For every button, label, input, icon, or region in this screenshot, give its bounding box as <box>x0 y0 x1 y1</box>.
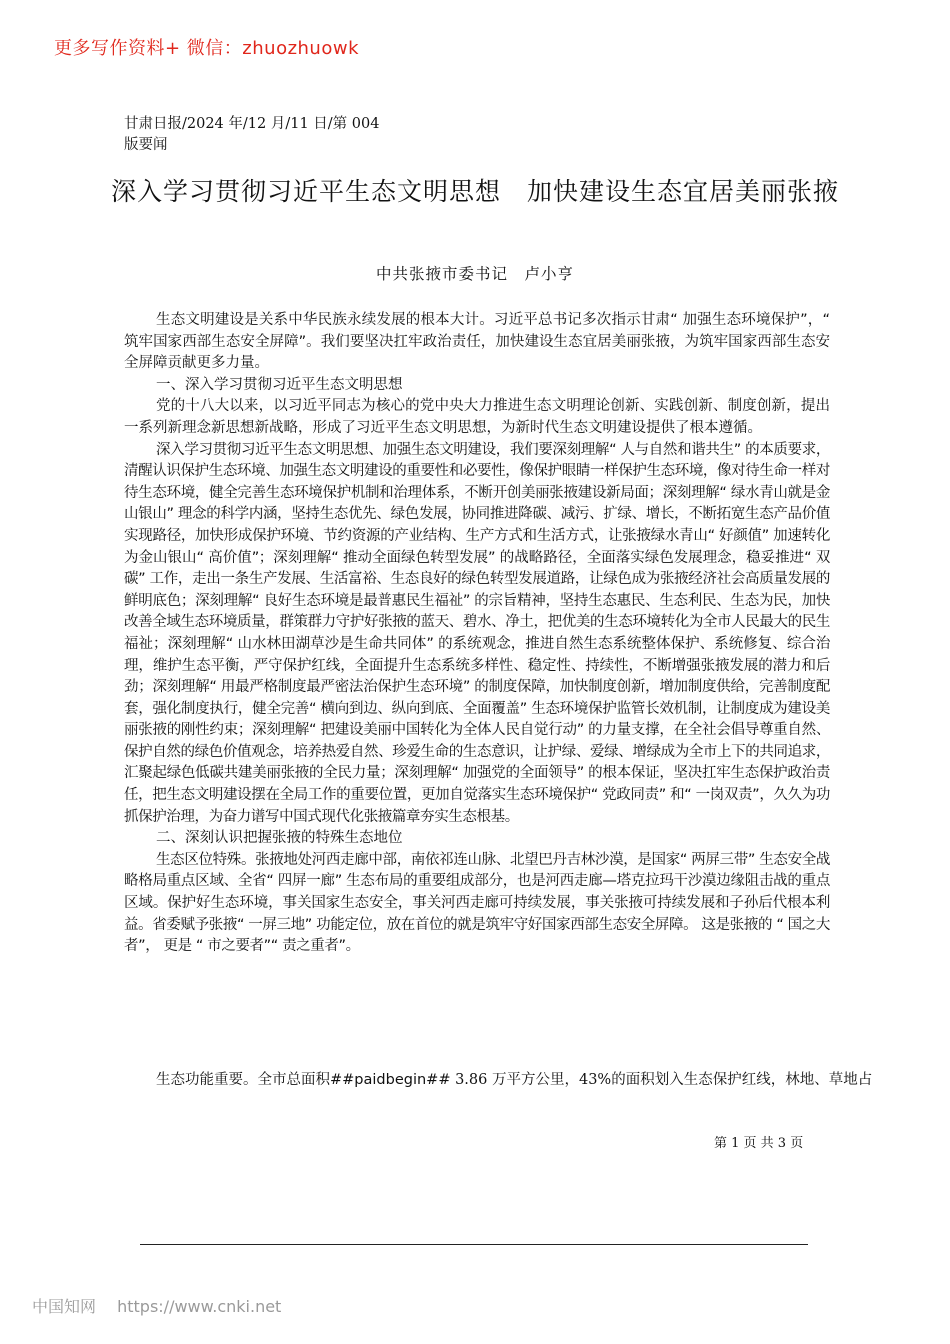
area-unit: 万平方公里， <box>491 1072 579 1088</box>
cnki-brand: 中国知网 <box>32 1297 97 1316</box>
article-meta <box>124 114 379 156</box>
promo-banner[interactable]: 更多写作资料+ 微信：zhuozhuowk <box>54 38 360 59</box>
line-start: 生态功能重要。全市总面积##paidbegin## <box>156 1072 451 1088</box>
article-body <box>124 310 830 958</box>
paragraph: 党的十八大以来，以习近平同志为核心的党中央大力推进生态文明理论创新、实践创新、制度创新，提出一系列新理念新思想新战略，形成了习近平生态文明思想，为新时代生态文明建设提供了根本遵循。 <box>124 398 830 436</box>
article-author: 中共张掖市委书记 卢小亨 <box>375 265 574 283</box>
truncated-paragraph <box>124 1070 872 1092</box>
paragraph: 生态文明建设是关系中华民族永续发展的根本大计。习近平总书记多次指示甘肃“ 加强生态环境保护”，“ 筑牢国家西部生态安全屏障”。我们要坚决扛牢政治责任，加快建设生态宜居美丽张掖，为筑牢国家西部生态安全屏障贡献更多力量。 <box>124 312 830 372</box>
paragraph: 生态区位特殊。张掖地处河西走廊中部，南依祁连山脉、北望巴丹吉林沙漠，是国家“ 两屏三带” 生态安全战略格局重点区域、全省“ 四屏一廊” 生态布局的重要组成部分，也是河西走廊—塔克拉玛干沙漠边缘阻击战的重点区域。保护好生态环境，事关国家生态安全，事关河西走廊可持续发展，事关张掖可持续发展和子孙后代根本利益。省委赋予张掖“ 一屏三地” 功能定位，放在首位的就是筑牢守好国家西部生态安全屏障。 这是张掖的 “ 国之大者”， 更是 “ 市之要者”“ 责之重者”。 <box>124 851 830 955</box>
footer-divider <box>140 1244 808 1245</box>
source-line: 甘肃日报/2024 年/12 月/11 日/第 004 <box>124 116 380 132</box>
footer-watermark <box>32 1294 281 1317</box>
line-tail: 的面积划入生态保护红线，林地、草地占 <box>611 1072 873 1088</box>
area-value: 3.86 <box>455 1072 488 1088</box>
percent-value: 43% <box>578 1072 612 1088</box>
article-title: 深入学习贯彻习近平生态文明思想 加快建设生态宜居美丽张掖 <box>110 177 839 206</box>
section-line: 版要闻 <box>124 137 168 153</box>
section-heading: 一、深入学习贯彻习近平生态文明思想 <box>156 376 403 393</box>
page-number: 第 1 页 共 3 页 <box>714 1136 804 1151</box>
cnki-url[interactable]: https://www.cnki.net <box>117 1297 282 1316</box>
section-heading: 二、深刻认识把握张掖的特殊生态地位 <box>156 830 403 847</box>
paragraph: 深入学习贯彻习近平生态文明思想、加强生态文明建设，我们要深刻理解“ 人与自然和谐共生” 的本质要求，清醒认识保护生态环境、加强生态文明建设的重要性和必要性，像保护眼睛一样保护生态环境，像对待生命一样对待生态环境，健全完善生态环境保护机制和治理体系，不断开创美丽张掖建设新局面；深刻理解“ 绿水青山就是金山银山” 理念的科学内涵，坚持生态优先、绿色发展，协同推进降碳、减污、扩绿、增长，不断拓宽生态产品价值实现路径，加快形成保护环境、节约资源的产业结构、生产方式和生活方式，让张掖绿水青山“ 好颜值” 加速转化为金山银山“ 高价值”；深刻理解“ 推动全面绿色转型发展” 的战略路径，全面落实绿色发展理念，稳妥推进“ 双碳” 工作，走出一条生产发展、生活富裕、生态良好的绿色转型发展道路，让绿色成为张掖经济社会高质量发展的鲜明底色；深刻理解“ 良好生态环境是最普惠民生福祉” 的宗旨精神，坚持生态惠民、生态利民、生态为民，加快改善全域生态环境质量，群策群力守护好张掖的蓝天、碧水、净土，把优美的生态环境转化为全市人民最大的民生福祉；深刻理解“ 山水林田湖草沙是生命共同体” 的系统观念，推进自然生态系统整体保护、系统修复、综合治理，维护生态平衡，严守保护红线，全面提升生态系统多样性、稳定性、持续性，不断增强张掖发展的潜力和后劲；深刻理解“ 用最严格制度最严密法治保护生态环境” 的制度保障，加快制度创新，增加制度供给，完善制度配套，强化制度执行，健全完善“ 横向到边、纵向到底、全面覆盖” 生态环境保护监管长效机制，让制度成为建设美丽张掖的刚性约束；深刻理解“ 把建设美丽中国转化为全体人民自觉行动” 的力量支撑，在全社会倡导尊重自然、保护自然的绿色价值观念，培养热爱自然、珍爱生命的生态意识，让护绿、爱绿、增绿成为全市上下的共同追求，汇聚起绿色低碳共建美丽张掖的全民力量；深刻理解“ 加强党的全面领导” 的根本保证，坚决扛牢生态保护政治责任，把生态文明建设摆在全局工作的重要位置，更加自觉落实生态环境保护“ 党政同责” 和“ 一岗双责”，久久为功抓保护治理，为奋力谱写中国式现代化张掖篇章夯实生态根基。 <box>124 441 830 825</box>
